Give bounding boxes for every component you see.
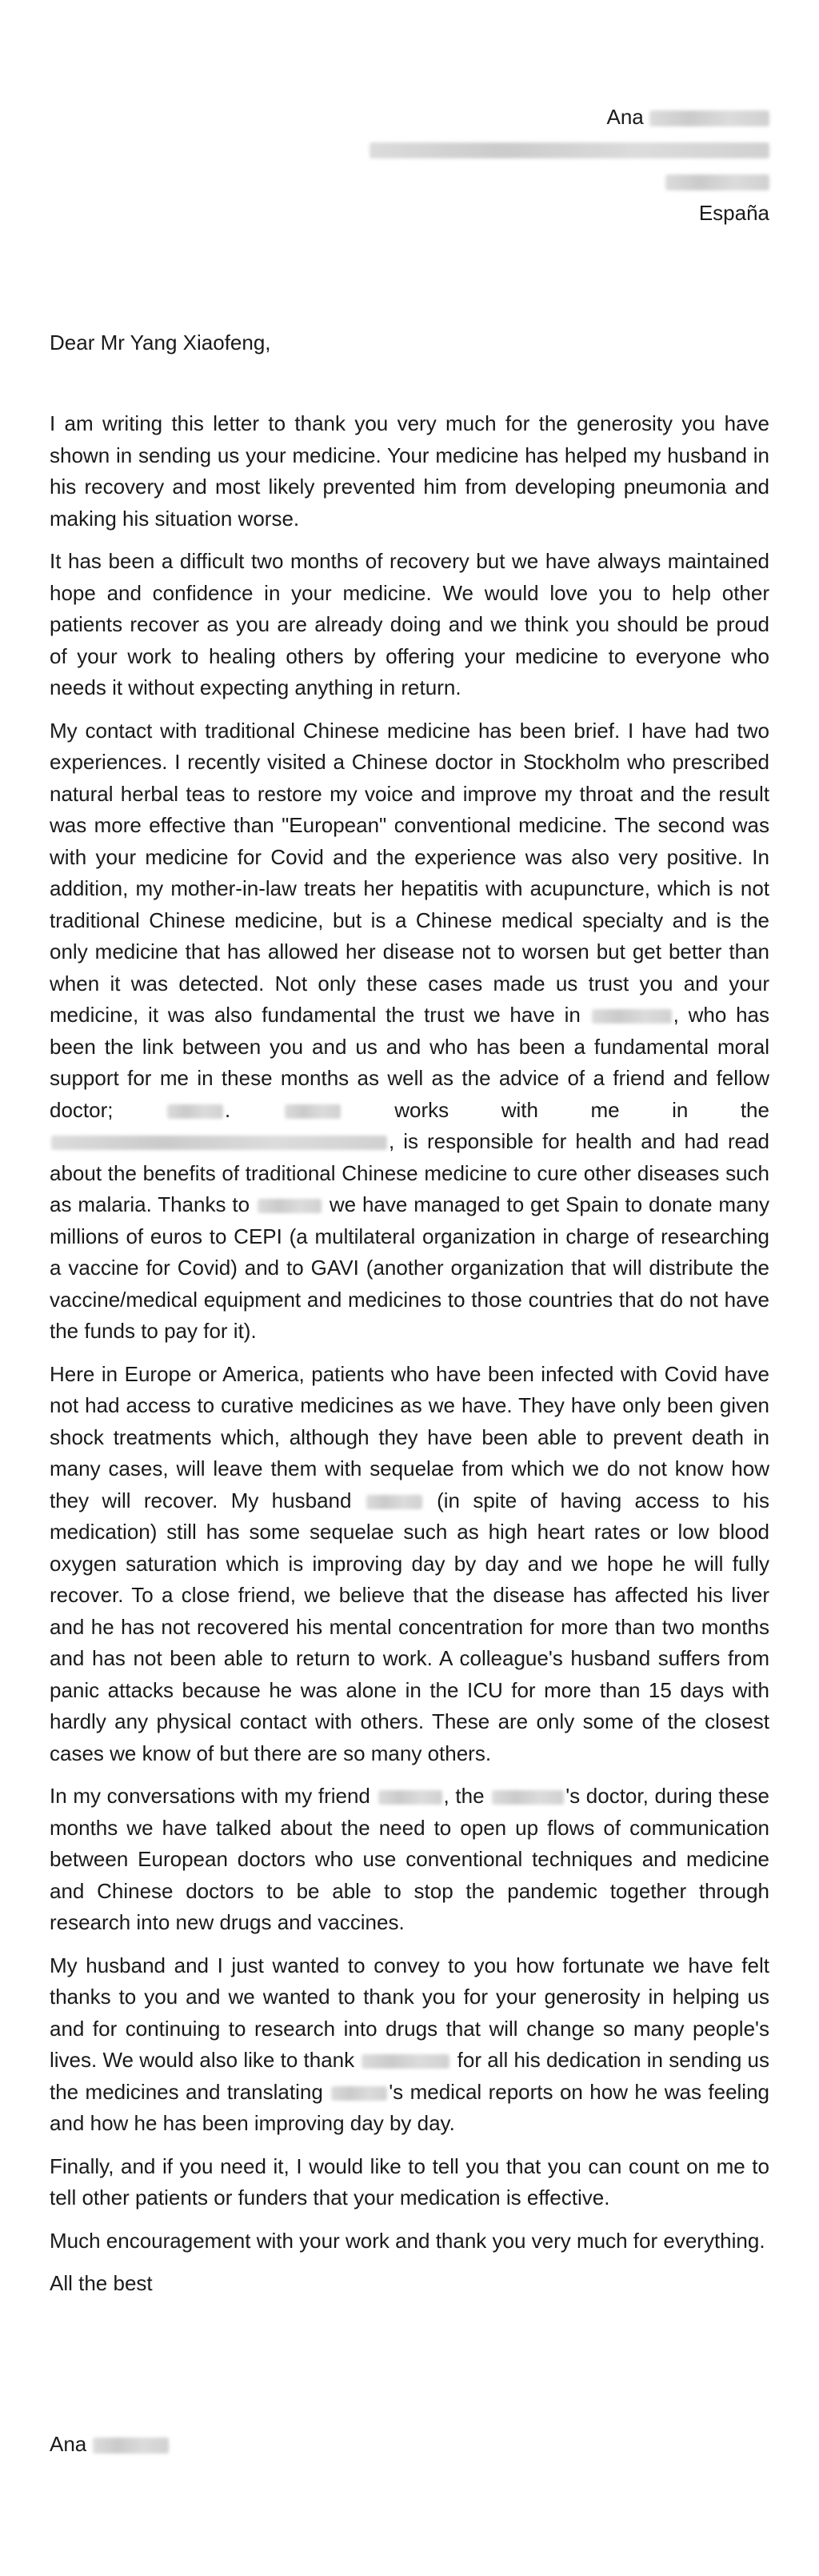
letter-body bbox=[50, 408, 769, 2311]
paragraph-6-text-a: My husband and I just wanted to convey to you how fortunate we have felt thanks to you and we wanted to thank you for your generosity in helping us and for continuing to research into drugs that will change so many people's lives. We would also like to thank bbox=[50, 1953, 769, 2072]
paragraph-5-text-a: In my conversations with my friend bbox=[50, 1784, 370, 1808]
paragraph-2: It has been a difficult two months of recovery but we have always maintained hope and confidence in your medicine. We would love you to help other patients recover as you are already doing and we think you should be proud of your work to healing others by offering your medicine to everyone who needs it without expecting anything in return. bbox=[50, 549, 769, 699]
redacted-city bbox=[665, 174, 769, 190]
signature-first-name: Ana bbox=[50, 2432, 87, 2456]
sender-street-line bbox=[322, 133, 769, 165]
sender-city-line bbox=[322, 165, 769, 197]
redacted-street bbox=[370, 142, 769, 158]
paragraph-5-text-c: 's doctor, during these months we have talked about the need to open up flows of communication between European doctors who use conventional techniques and medicine and Chinese doctors to be able to stop the pandemic together through research into new drugs and vaccines. bbox=[50, 1784, 769, 1934]
redacted-name bbox=[285, 1104, 341, 1119]
redacted-name bbox=[592, 1009, 672, 1024]
paragraph-5 bbox=[50, 1781, 769, 1939]
paragraph-7: Finally, and if you need it, I would like to tell you that you can count on me to tell other patients or funders that your medication is effective. bbox=[50, 2153, 769, 2209]
redacted-surname bbox=[93, 2438, 169, 2454]
paragraph-6-text-b: for all his dedication in sending us the medicines and translating bbox=[50, 2048, 769, 2104]
paragraph-3-text-e: , is responsible for health and had read about the benefits of traditional Chinese medicine to cure other diseases such as malaria. Thanks to bbox=[50, 1129, 769, 1216]
sender-address bbox=[322, 101, 769, 229]
paragraph-3-text-f: we have managed to get Spain to donate many millions of euros to CEPI (a multilateral organization in charge of researching a vaccine for Covid) and to GAVI (another organization that will distribute the vaccine/medical equipment and medicines to those countries that do not have the funds to pay for it). bbox=[50, 1192, 769, 1343]
paragraph-3-text-b: , who has been the link between you and us and who has been a fundamental moral support for me in these months as well as the advice of a friend and fellow doctor; bbox=[50, 1003, 769, 1122]
redacted-name bbox=[492, 1790, 564, 1805]
paragraph-4-text-b: (in spite of having access to his medication) still has some sequelae such as high heart rates or low blood oxygen saturation which is improving day by day and we hope he will fully recover. To a close friend, we believe that the disease has affected his liver and he has not recovered his mental concentration for more than two months and has not been able to return to work. A colleague's husband suffers from panic attacks because he was alone in the ICU for more than 15 days with hardly any physical contact with others. These are only some of the closest cases we know of but there are so many others. bbox=[50, 1488, 769, 1765]
paragraph-3-text-d: works with me in the bbox=[394, 1097, 769, 1122]
paragraph-3 bbox=[50, 715, 769, 1348]
closing: All the best bbox=[50, 2271, 153, 2295]
redacted-organization bbox=[51, 1136, 387, 1150]
redacted-name bbox=[167, 1104, 223, 1119]
paragraph-4-text-a: Here in Europe or America, patients who have been infected with Covid have not had access to curative medicines as we have. They have only been given shock treatments which, although they have been able to prevent death in many cases, will leave them with sequelae from which we do not know how they will recover. My husband bbox=[50, 1361, 769, 1512]
redacted-name bbox=[378, 1790, 442, 1805]
redacted-name bbox=[362, 2054, 449, 2069]
paragraph-1: I am writing this letter to thank you very much for the generosity you have shown in sending us your medicine. Your medicine has helped my husband in his recovery and most likely prevented him from developing pneumonia and making his situation worse. bbox=[50, 411, 769, 531]
sender-name-line bbox=[322, 101, 769, 133]
paragraph-8: Much encouragement with your work and thank you very much for everything. bbox=[50, 2228, 765, 2253]
sender-country: España bbox=[698, 201, 769, 225]
redacted-name bbox=[258, 1199, 322, 1213]
salutation: Dear Mr Yang Xiaofeng, bbox=[50, 331, 271, 355]
redacted-name bbox=[366, 1495, 422, 1509]
paragraph-3-text-a: My contact with traditional Chinese medicine has been brief. I have had two experiences. I recently visited a Chinese doctor in Stockholm who prescribed natural herbal teas to restore my voice and improve my throat and the result was more effective than "European" conventional medicine. The second was with your medicine for Covid and the experience was also very positive. In addition, my mother-in-law treats her hepatitis with acupuncture, which is not traditional Chinese medicine, but is a Chinese medical specialty and is the only medicine that has allowed her disease not to worsen but get better than when it was detected. Not only these cases made us trust you and your medicine, it was also fundamental the trust we have in bbox=[50, 718, 769, 1027]
paragraph-5-text-b: , the bbox=[443, 1784, 485, 1808]
redacted-surname bbox=[649, 110, 769, 126]
paragraph-6 bbox=[50, 1950, 769, 2140]
redacted-name bbox=[331, 2086, 387, 2101]
paragraph-4 bbox=[50, 1359, 769, 1770]
paragraph-6-text-c: 's medical reports on how he was feeling and how he has been improving day by day. bbox=[50, 2079, 769, 2135]
signature bbox=[50, 2428, 169, 2460]
paragraph-3-text-c: . bbox=[225, 1097, 231, 1122]
sender-first-name: Ana bbox=[606, 105, 644, 129]
